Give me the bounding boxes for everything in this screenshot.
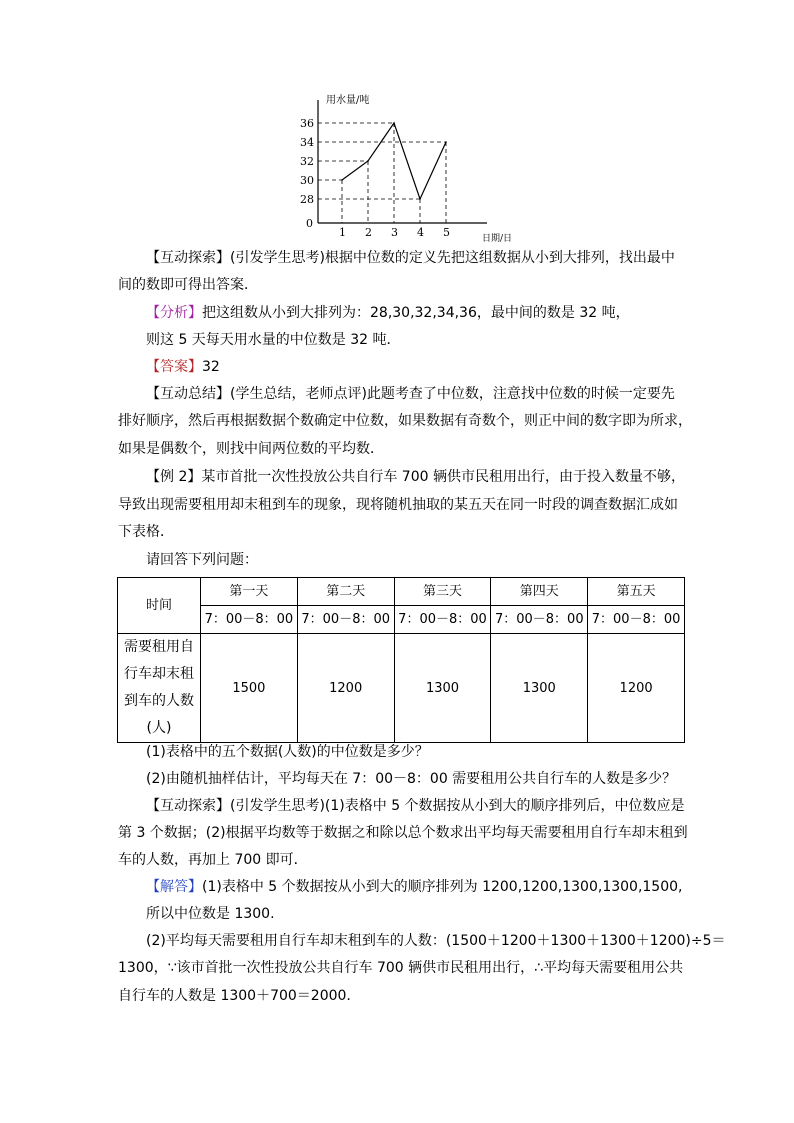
tag-analysis: 【分析】 [146,305,202,321]
paragraph-text: 间的数即可得出答案． [118,277,258,293]
x-tick-label: 2 [365,226,372,239]
paragraph-text: (学生总结，老师点评)此题考查了中位数，注意找中位数的时候一定要先 [230,386,675,402]
paragraph-text: 则这 5 天每天用水量的中位数是 32 吨． [146,332,401,348]
tag-interactive-explore: 【互动探索】 [146,250,230,266]
row-label-line: 行车却末租 [124,666,194,682]
table-header-cell: 第四天 [491,578,588,606]
table-time-cell: 7：00－8：00 [201,606,298,634]
text-line [146,878,682,896]
tag-example: 【例 2】 [146,469,202,485]
paragraph-text: 第 3 个数据；(2)根据平均数等于数据之和除以总个数求出平均每天需要租用自行车却末租到 [118,825,688,841]
table-time-cell: 7：00－8：00 [588,606,685,634]
paragraph-text: 把这组数从小到大排列为：28,30,32,34,36，最中间的数是 32 吨， [202,305,630,321]
table-header-cell: 第五天 [588,578,685,606]
y-tick-label: 34 [300,136,314,149]
table-row-label [118,634,201,743]
x-tick-label: 4 [417,226,424,239]
data-point [341,179,343,181]
tag-summary: 【互动总结】 [146,386,230,402]
paragraph-text: 某市首批一次性投放公共自行车 700 辆供市民租用出行，由于投入数量不够， [201,469,685,485]
origin-label: 0 [306,217,313,230]
table-cell: 1500 [201,634,298,743]
table-time-cell: 7：00－8：00 [394,606,491,634]
table-time-cell: 7：00－8：00 [297,606,394,634]
paragraph-text: 导致出现需要租用却末租到车的现象，现将随机抽取的某五天在同一时段的调查数据汇成如 [118,497,678,513]
text-line [146,304,630,322]
table-cell: 1200 [297,634,394,743]
data-point [419,198,421,200]
tag-answer: 【答案】 [146,359,202,375]
row-label-line: (人) [146,720,172,736]
table-header-cell: 第二天 [297,578,394,606]
water-usage-chart [290,88,530,248]
y-tick-label: 36 [300,117,314,130]
table-header-cell: 时间 [118,578,201,634]
paragraph-text: (1)表格中 5 个数据按从小到大的顺序排列为 1200,1200,1300,1300,1500, [202,879,683,895]
paragraph-text: 车的人数，再加上 700 即可． [118,852,308,868]
table-cell: 1200 [588,634,685,743]
data-point [445,141,447,143]
paragraph-text: 如果是偶数个，则找中间两位数的平均数． [118,441,384,457]
x-tick-label: 3 [391,226,398,239]
table-header-row [118,578,685,606]
table-cell: 1300 [394,634,491,743]
text-line [146,797,685,815]
tag-solution: 【解答】 [146,879,202,895]
table-row [118,634,685,743]
text-line [118,249,675,267]
row-label-line: 到车的人数 [124,693,194,709]
data-point [367,160,369,162]
paragraph-text: 所以中位数是 1300. [146,906,275,922]
table-cell: 1300 [491,634,588,743]
paragraph-text: (引发学生思考)(1)表格中 5 个数据按从小到大的顺序排列后，中位数应是 [230,798,685,814]
question-text: (2)由随机抽样估计，平均每天在 7：00－8：00 需要租用公共自行车的人数是多少？ [146,771,677,787]
x-axis-label: 日期/日 [482,234,513,244]
table-header-cell: 第三天 [394,578,491,606]
data-table [117,577,685,743]
table-header-row [118,606,685,634]
x-tick-label: 5 [443,226,450,239]
paragraph-text: 排好顺序，然后再根据数据个数确定中位数，如果数据有奇数个，则正中间的数字即为所求， [118,413,692,429]
paragraph-text: (2)平均每天需要租用自行车却末租到车的人数：(1500＋1200＋1300＋1300＋1200)÷5＝ [146,933,726,949]
text-line [146,358,220,376]
data-point [393,122,395,124]
row-label-line: 需要租用自 [124,639,194,655]
y-tick-label: 32 [300,155,314,168]
paragraph-text: 1300，∵该市首批一次性投放公共自行车 700 辆供市民租用出行，∴平均每天需要租用公共 [118,960,684,976]
paragraph-text: 下表格． [118,524,174,540]
y-tick-label: 30 [300,174,314,187]
question-text: (1)表格中的五个数据(人数)的中位数是多少？ [146,744,429,760]
x-tick-label: 1 [339,226,346,239]
y-tick-label: 28 [300,193,314,206]
answer-value: 32 [202,359,220,375]
paragraph-text: 请回答下列问题： [146,552,258,568]
paragraph-text: 自行车的人数是 1300＋700＝2000. [118,988,351,1004]
table-time-cell: 7：00－8：00 [491,606,588,634]
y-axis-label: 用水量/吨 [326,95,370,106]
text-line [146,468,685,486]
table-header-cell: 第一天 [201,578,298,606]
paragraph-text: (引发学生思考)根据中位数的定义先把这组数据从小到大排列，找出最中 [230,250,675,266]
text-line [146,385,675,403]
tag-interactive-explore: 【互动探索】 [146,798,230,814]
